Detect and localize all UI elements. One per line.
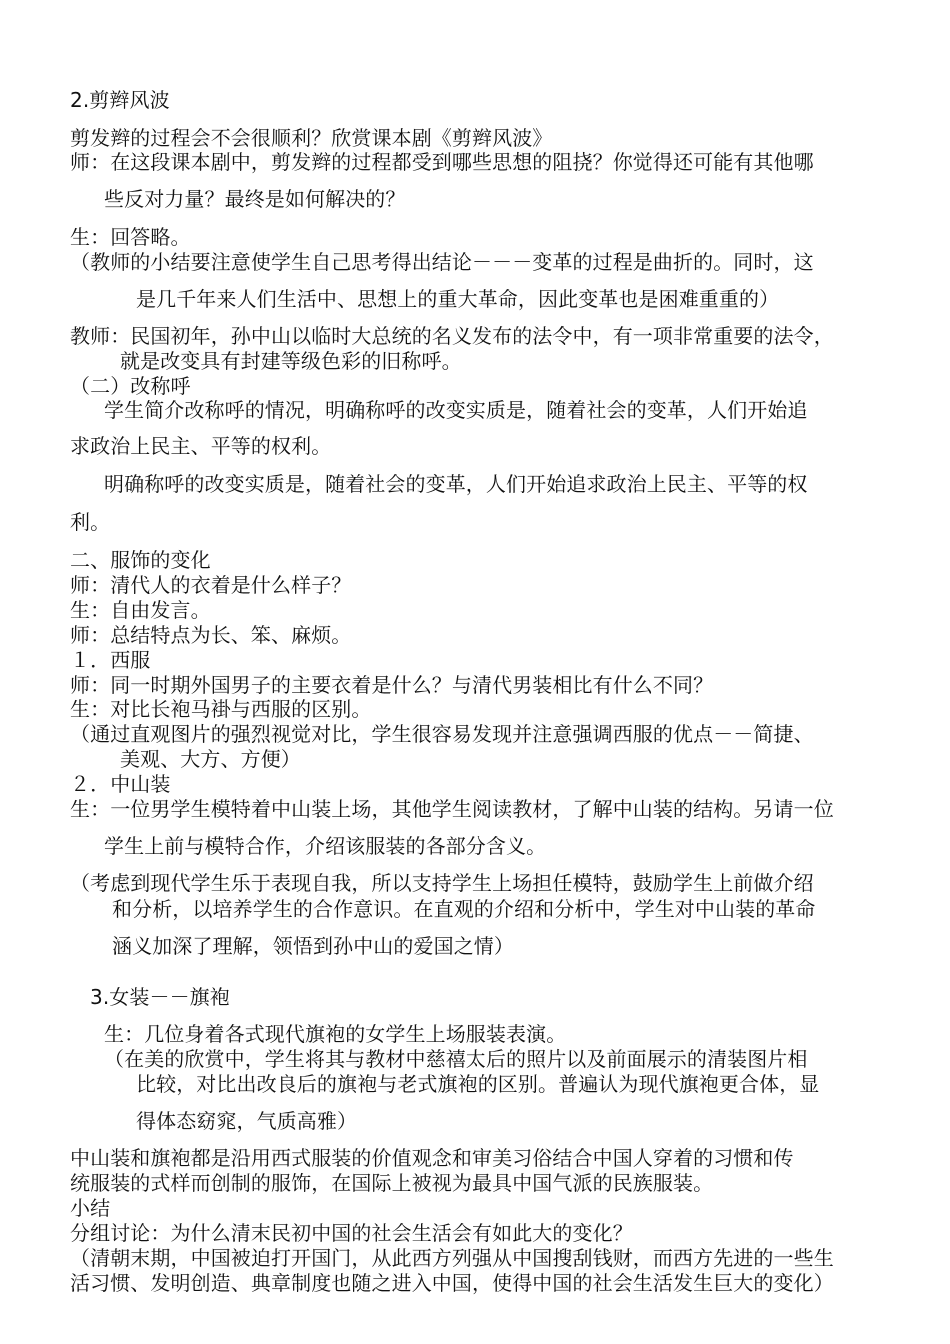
- dialogue-line: 师：清代人的衣着是什么样子？: [70, 573, 352, 597]
- teacher-question-line: 些反对力量？最终是如何解决的？: [104, 187, 406, 211]
- answer-line: （清朝末期，中国被迫打开国门，从此西方列强从中国搜刮钱财，而西方先进的一些生: [70, 1246, 834, 1270]
- teacher-note-line: 得体态窈窕，气质高雅）: [136, 1109, 358, 1133]
- paragraph-line: 明确称呼的改变实质是，随着社会的变革，人们开始追求政治上民主、平等的权: [104, 472, 808, 496]
- discussion-question: 分组讨论：为什么清末民初中国的社会生活会有如此大的变化？: [70, 1221, 633, 1245]
- teacher-note-line: 美观、大方、方便）: [120, 747, 301, 771]
- teacher-note-line: 是几千年来人们生活中、思想上的重大革命，因此变革也是困难重重的）: [136, 287, 780, 311]
- paragraph-line: 利。: [70, 510, 111, 534]
- teacher-note-line: 比较，对比出改良后的旗袍与老式旗袍的区别。普遍认为现代旗袍更合体，显: [136, 1072, 820, 1096]
- student-answer-line: 生：回答略。: [70, 225, 191, 249]
- dialogue-line: 生：自由发言。: [70, 598, 211, 622]
- answer-line: 活习惯、发明创造、典章制度也随之进入中国，使得中国的社会生活发生巨大的变化）: [70, 1271, 834, 1295]
- teacher-note-line: 涵义加深了理解，领悟到孙中山的爱国之情）: [112, 934, 514, 958]
- dialogue-line: 生：一位男学生模特着中山装上场，其他学生阅读教材，了解中山装的结构。另请一位: [70, 797, 834, 821]
- teacher-note-line: 和分析，以培养学生的合作意识。在直观的介绍和分析中，学生对中山装的革命: [112, 897, 816, 921]
- teacher-statement-line: 就是改变具有封建等级色彩的旧称呼。: [120, 349, 462, 373]
- teacher-note-line: （通过直观图片的强烈视觉对比，学生很容易发现并注意强调西服的优点－－简捷、: [70, 722, 814, 746]
- dialogue-line: 师：同一时期外国男子的主要衣着是什么？与清代男装相比有什么不同？: [70, 673, 714, 697]
- teacher-note-line: （考虑到现代学生乐于表现自我，所以支持学生上场担任模特，鼓励学生上前做介绍: [70, 871, 814, 895]
- section-heading-jianbian: 2.剪辫风波: [70, 88, 170, 112]
- dialogue-line: 生：几位身着各式现代旗袍的女学生上场服装表演。: [104, 1022, 567, 1046]
- subheading-xifu: １．西服: [70, 648, 151, 672]
- section-heading-qipao: 3.女装－－旗袍: [90, 985, 230, 1009]
- teacher-note-line: （教师的小结要注意使学生自己思考得出结论－－－变革的过程是曲折的。同时，这: [70, 250, 814, 274]
- subheading-zhongshanzhuang: ２．中山装: [70, 772, 171, 796]
- paragraph-line: 学生简介改称呼的情况，明确称呼的改变实质是，随着社会的变革，人们开始追: [104, 398, 808, 422]
- paragraph-line: 中山装和旗袍都是沿用西式服装的价值观念和审美习俗结合中国人穿着的习惯和传: [70, 1146, 794, 1170]
- teacher-statement-line: 教师：民国初年，孙中山以临时大总统的名义发布的法令中，有一项非常重要的法令，: [70, 324, 834, 348]
- paragraph-line: 剪发辫的过程会不会很顺利？欣赏课本剧《剪辫风波》: [70, 126, 553, 150]
- paragraph-line: 求政治上民主、平等的权利。: [70, 434, 332, 458]
- dialogue-line: 师：总结特点为长、笨、麻烦。: [70, 623, 352, 647]
- teacher-question-line: 师：在这段课本剧中，剪发辫的过程都受到哪些思想的阻挠？你觉得还可能有其他哪: [70, 150, 814, 174]
- section-heading-chenghu: （二）改称呼: [70, 374, 191, 398]
- section-heading-fushi: 二、服饰的变化: [70, 548, 211, 572]
- summary-heading: 小结: [70, 1196, 111, 1220]
- dialogue-line: 生：对比长袍马褂与西服的区别。: [70, 697, 372, 721]
- dialogue-line: 学生上前与模特合作，介绍该服装的各部分含义。: [104, 834, 547, 858]
- teacher-note-line: （在美的欣赏中，学生将其与教材中慈禧太后的照片以及前面展示的清装图片相: [104, 1047, 808, 1071]
- paragraph-line: 统服装的式样而创制的服饰，在国际上被视为最具中国气派的民族服装。: [70, 1171, 714, 1195]
